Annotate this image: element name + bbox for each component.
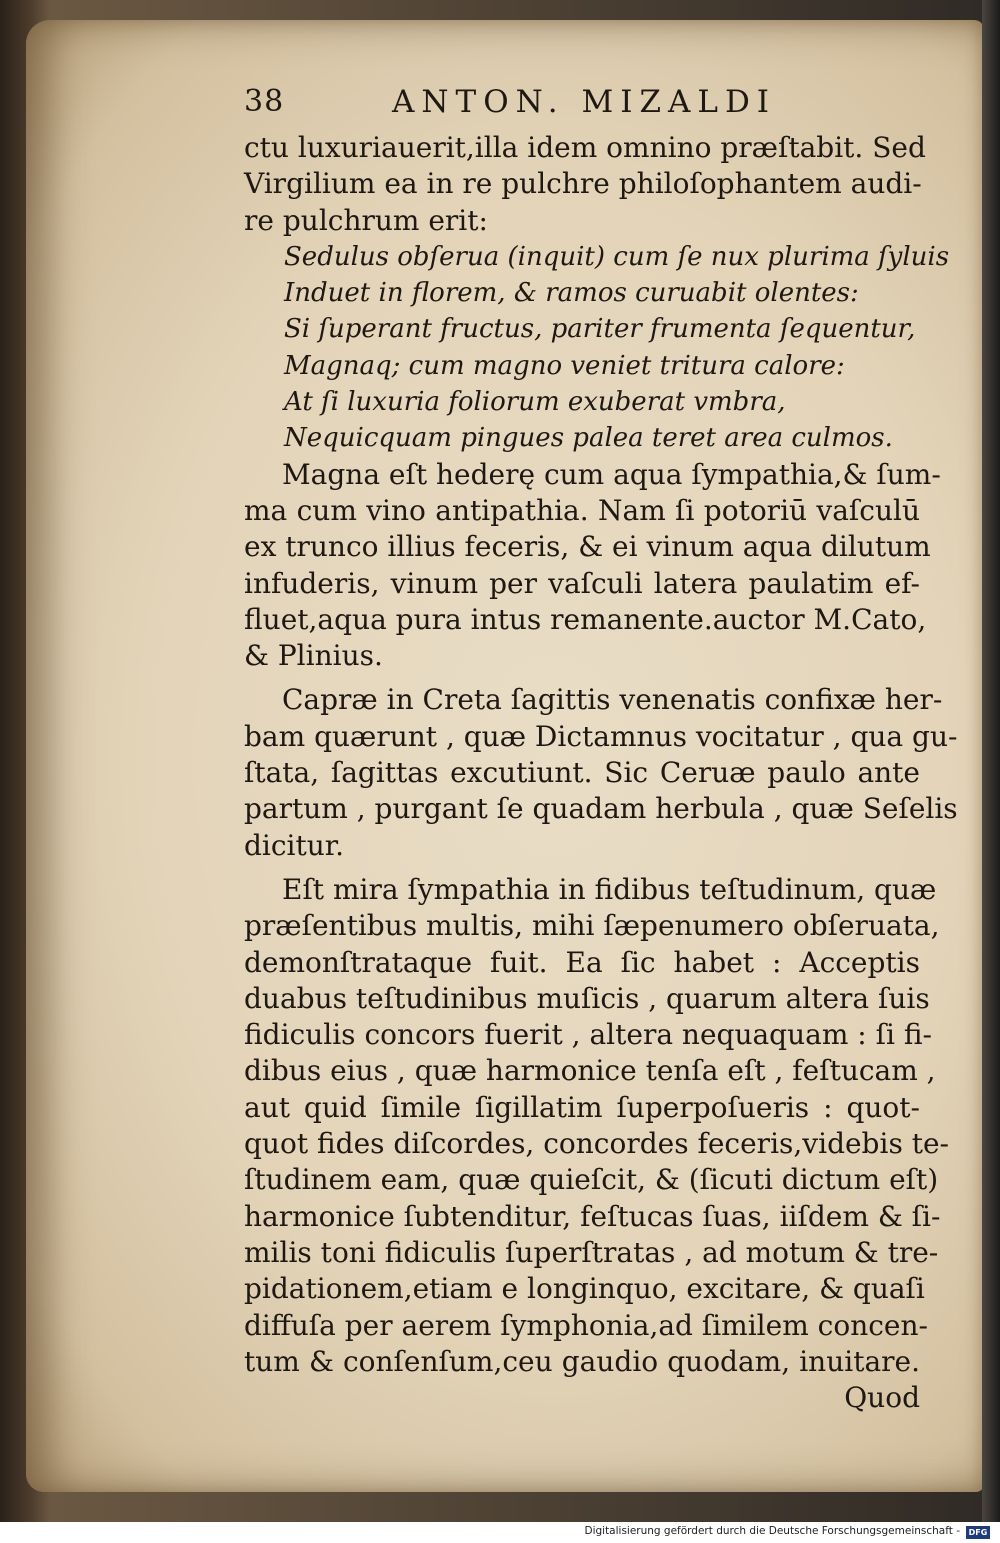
text-line: ctu luxuriauerit,illa idem omnino præſtabit. Sed [244,131,926,164]
text-line: Eſt mira ſympathia in fidibus teſtudinum, quæ [282,872,937,906]
text-line: re pulchrum erit: [244,203,488,237]
text-line: dibus eius , quæ harmonice tenſa eſt , feſtucam , [244,1054,936,1088]
text-line: duabus teſtudinibus muſicis , quarum altera ſuis [244,981,930,1015]
text-line: ſtata, ſagittas excutiunt. Sic Ceruæ paulo ante [244,756,920,790]
text-line: Si ſuperant fructus, pariter frumenta ſequentur, [284,314,916,345]
page-number: 38 [244,84,285,119]
text-line: & Plinius. [244,639,383,673]
text-line: Magnaq; cum magno veniet tritura calore: [284,350,845,381]
paragraph-gap [244,864,920,872]
text-line: demonſtrataque fuit. Ea ſic habet : Acceptis [244,945,920,979]
text-line: fluet,aqua pura intus remanente.auctor M.Cato, [244,602,927,636]
footer-credit: Digitalisierung gefördert durch die Deutsche Forschungsgemeinschaft - [584,1525,960,1537]
text-line: quot fides diſcordes, concordes feceris,videbis te- [244,1127,949,1161]
book-cover-edge [982,0,1000,1522]
digitization-footer [0,1522,1000,1543]
page-text-block [244,84,958,1416]
text-line: pidationem,etiam e longinquo, excitare, & quaſi [244,1272,925,1306]
running-head [244,84,920,130]
body-text [244,130,958,1416]
text-line: Sedulus obſerua (inquit) cum ſe nux plurima ſyluis [284,241,950,272]
paragraph-gap [244,674,920,682]
text-line: partum , purgant ſe quadam herbula , quæ Seſelis [244,792,958,826]
dfg-logo: DFG [966,1526,990,1539]
text-line: harmonice ſubtenditur, feſtucas ſuas, iiſdem & ſi- [244,1199,941,1233]
running-title: ANTON. MIZALDI [392,84,777,120]
text-line: Induet in florem, & ramos curuabit olentes: [284,278,859,309]
text-line: præſentibus multis, mihi ſæpenumero obſeruata, [244,909,940,943]
text-line: Nequicquam pingues palea teret area culmos. [284,423,893,454]
text-line: infuderis, vinum per vaſculi latera paulatim ef- [244,566,920,600]
text-line: fidiculis concors fuerit , altera nequaquam : ſi fi- [244,1018,932,1052]
text-line: tum & conſenſum,ceu gaudio quodam, inuitare. [244,1344,920,1378]
text-line: Quod [844,1381,920,1415]
text-line: Virgilium ea in re pulchre philoſophantem audi- [244,167,922,201]
text-line: ſtudinem eam, quæ quieſcit, & (ſicuti dictum eſt) [244,1163,939,1197]
text-line: ex trunco illius feceris, & ei vinum aqua dilutum [244,530,931,564]
text-line: aut quid ſimile ſigillatim ſuperpoſueris : quot- [244,1090,920,1124]
text-line: Magna eſt hederę cum aqua ſympathia,& ſum- [282,457,941,491]
text-line: ma cum vino antipathia. Nam ſi potoriū vaſculū [244,493,920,527]
text-line: diffuſa per aerem ſymphonia,ad ſimilem concen- [244,1308,928,1342]
text-line: At ſi luxuria foliorum exuberat vmbra, [284,387,786,418]
text-line: Capræ in Creta ſagittis venenatis confixæ her- [282,683,943,717]
text-line: milis toni fidiculis ſuperſtratas , ad motum & tre- [244,1235,939,1269]
text-line: dicitur. [244,828,345,862]
text-line: bam quærunt , quæ Dictamnus vocitatur , qua gu- [244,719,958,753]
